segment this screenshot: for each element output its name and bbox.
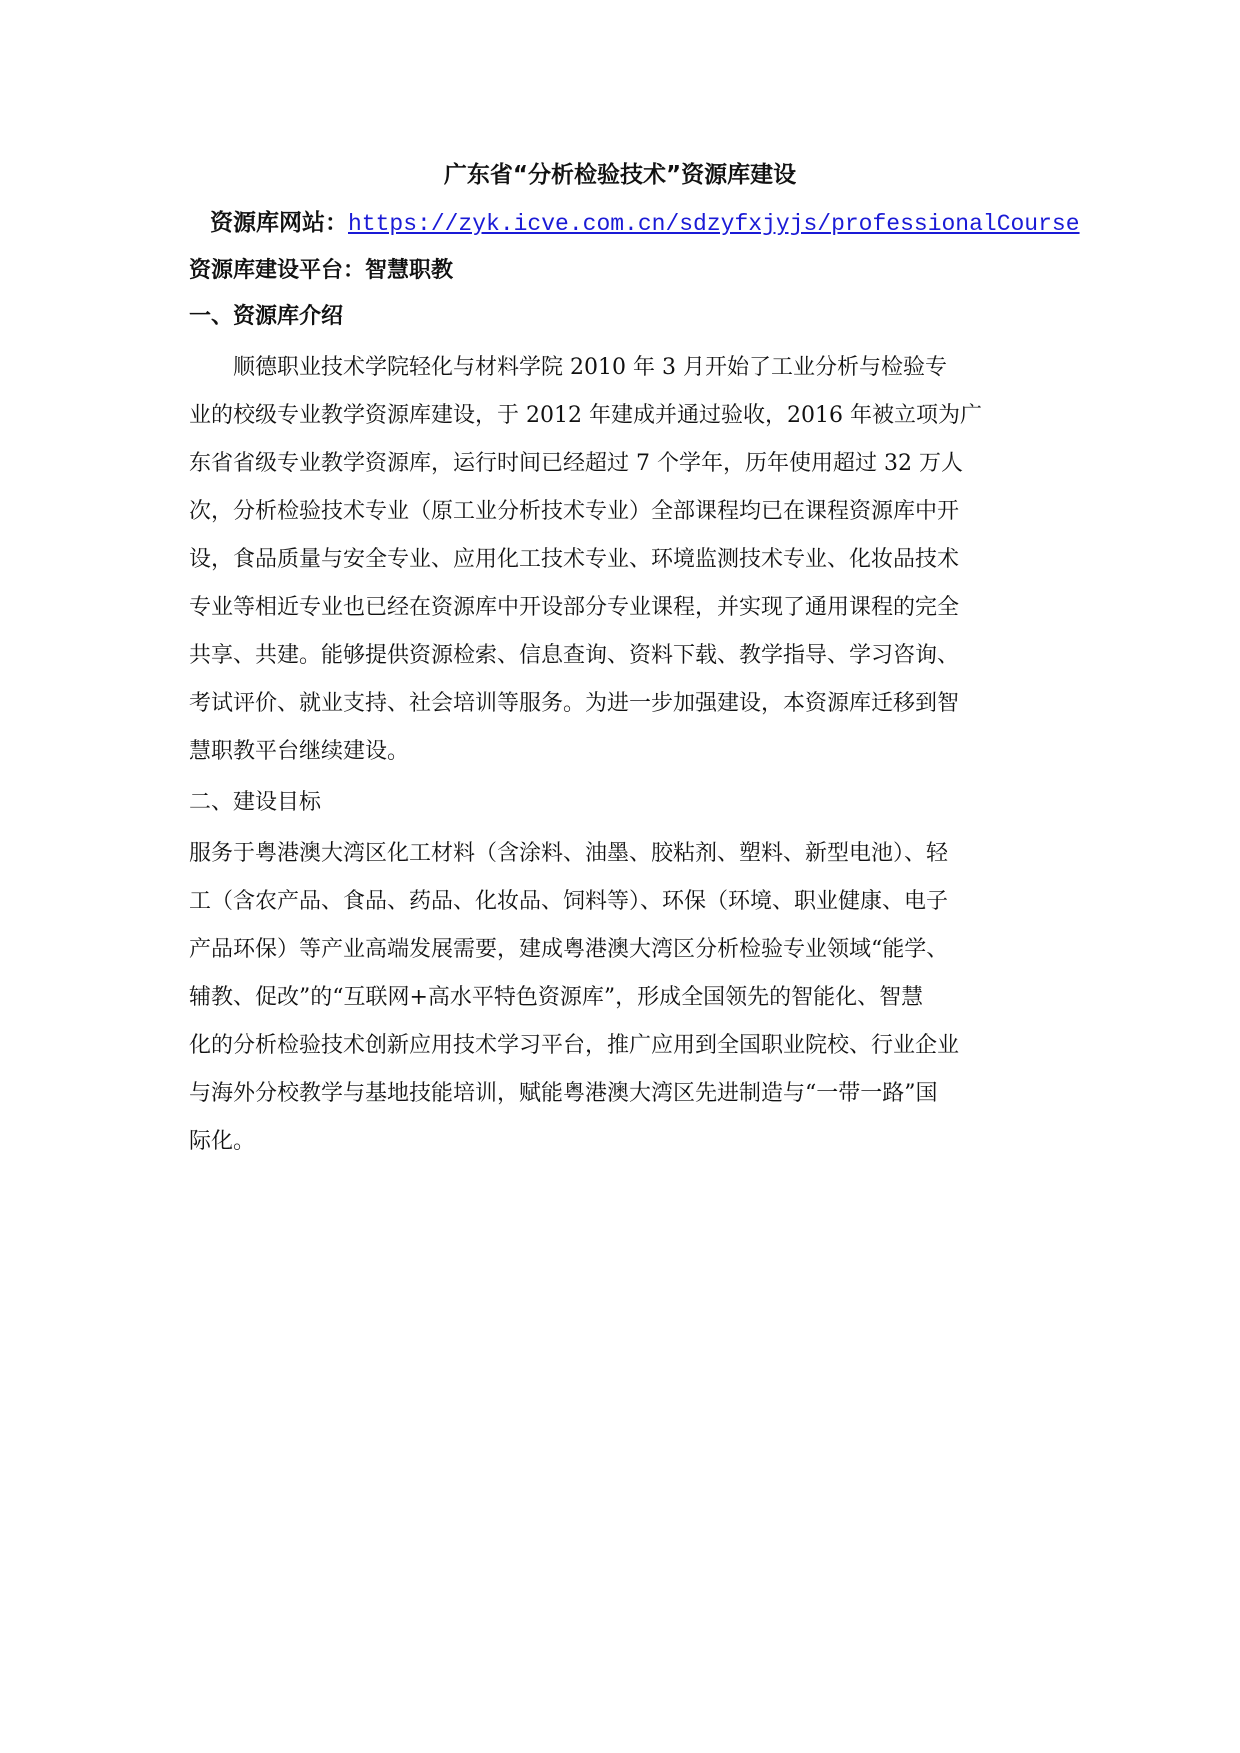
- intro-line: 顺德职业技术学院轻化与材料学院 2010 年 3 月开始了工业分析与检验专: [189, 355, 947, 380]
- goals-paragraph: [189, 830, 1051, 1166]
- goal-line: 服务于粤港澳大湾区化工材料（含涂料、油墨、胶粘剂、塑料、新型电池）、轻: [189, 841, 949, 866]
- website-row: [210, 206, 1080, 241]
- website-label: 资源库网站：: [210, 210, 348, 236]
- goal-line: 产品环保）等产业高端发展需要，建成粤港澳大湾区分析检验专业领域“能学、: [189, 937, 949, 962]
- website-link[interactable]: https://zyk.icve.com.cn/sdzyfxjyjs/professionalCourse: [348, 211, 1080, 237]
- goal-line: 工（含农产品、食品、药品、化妆品、饲料等）、环保（环境、职业健康、电子: [189, 889, 949, 914]
- goal-line: 际化。: [189, 1129, 256, 1154]
- intro-line: 设，食品质量与安全专业、应用化工技术专业、环境监测技术专业、化妆品技术: [189, 547, 960, 572]
- intro-line: 次，分析检验技术专业（原工业分析技术专业）全部课程均已在课程资源库中开: [189, 499, 960, 524]
- goal-line: 化的分析检验技术创新应用技术学习平台，推广应用到全国职业院校、行业企业: [189, 1033, 960, 1058]
- goal-line: 辅教、促改”的“互联网+高水平特色资源库”，形成全国领先的智能化、智慧: [189, 985, 924, 1010]
- platform-line: 资源库建设平台：智慧职教: [189, 258, 454, 283]
- intro-line: 共享、共建。能够提供资源检索、信息查询、资料下载、教学指导、学习咨询、: [189, 643, 960, 668]
- document-title: 广东省“分析检验技术”资源库建设: [443, 162, 797, 188]
- intro-line: 东省省级专业教学资源库，运行时间已经超过 7 个学年，历年使用超过 32 万人: [189, 451, 963, 476]
- intro-line: 专业等相近专业也已经在资源库中开设部分专业课程，并实现了通用课程的完全: [189, 595, 960, 620]
- intro-line: 慧职教平台继续建设。: [189, 739, 410, 764]
- intro-line: 考试评价、就业支持、社会培训等服务。为进一步加强建设，本资源库迁移到智: [189, 691, 960, 716]
- intro-paragraph: [189, 344, 1051, 776]
- section-heading-intro: 一、资源库介绍: [189, 304, 344, 329]
- intro-line: 业的校级专业教学资源库建设，于 2012 年建成并通过验收，2016 年被立项为广: [189, 403, 982, 428]
- section-heading-goals: 二、建设目标: [189, 790, 322, 815]
- goal-line: 与海外分校教学与基地技能培训，赋能粤港澳大湾区先进制造与“一带一路”国: [189, 1081, 938, 1106]
